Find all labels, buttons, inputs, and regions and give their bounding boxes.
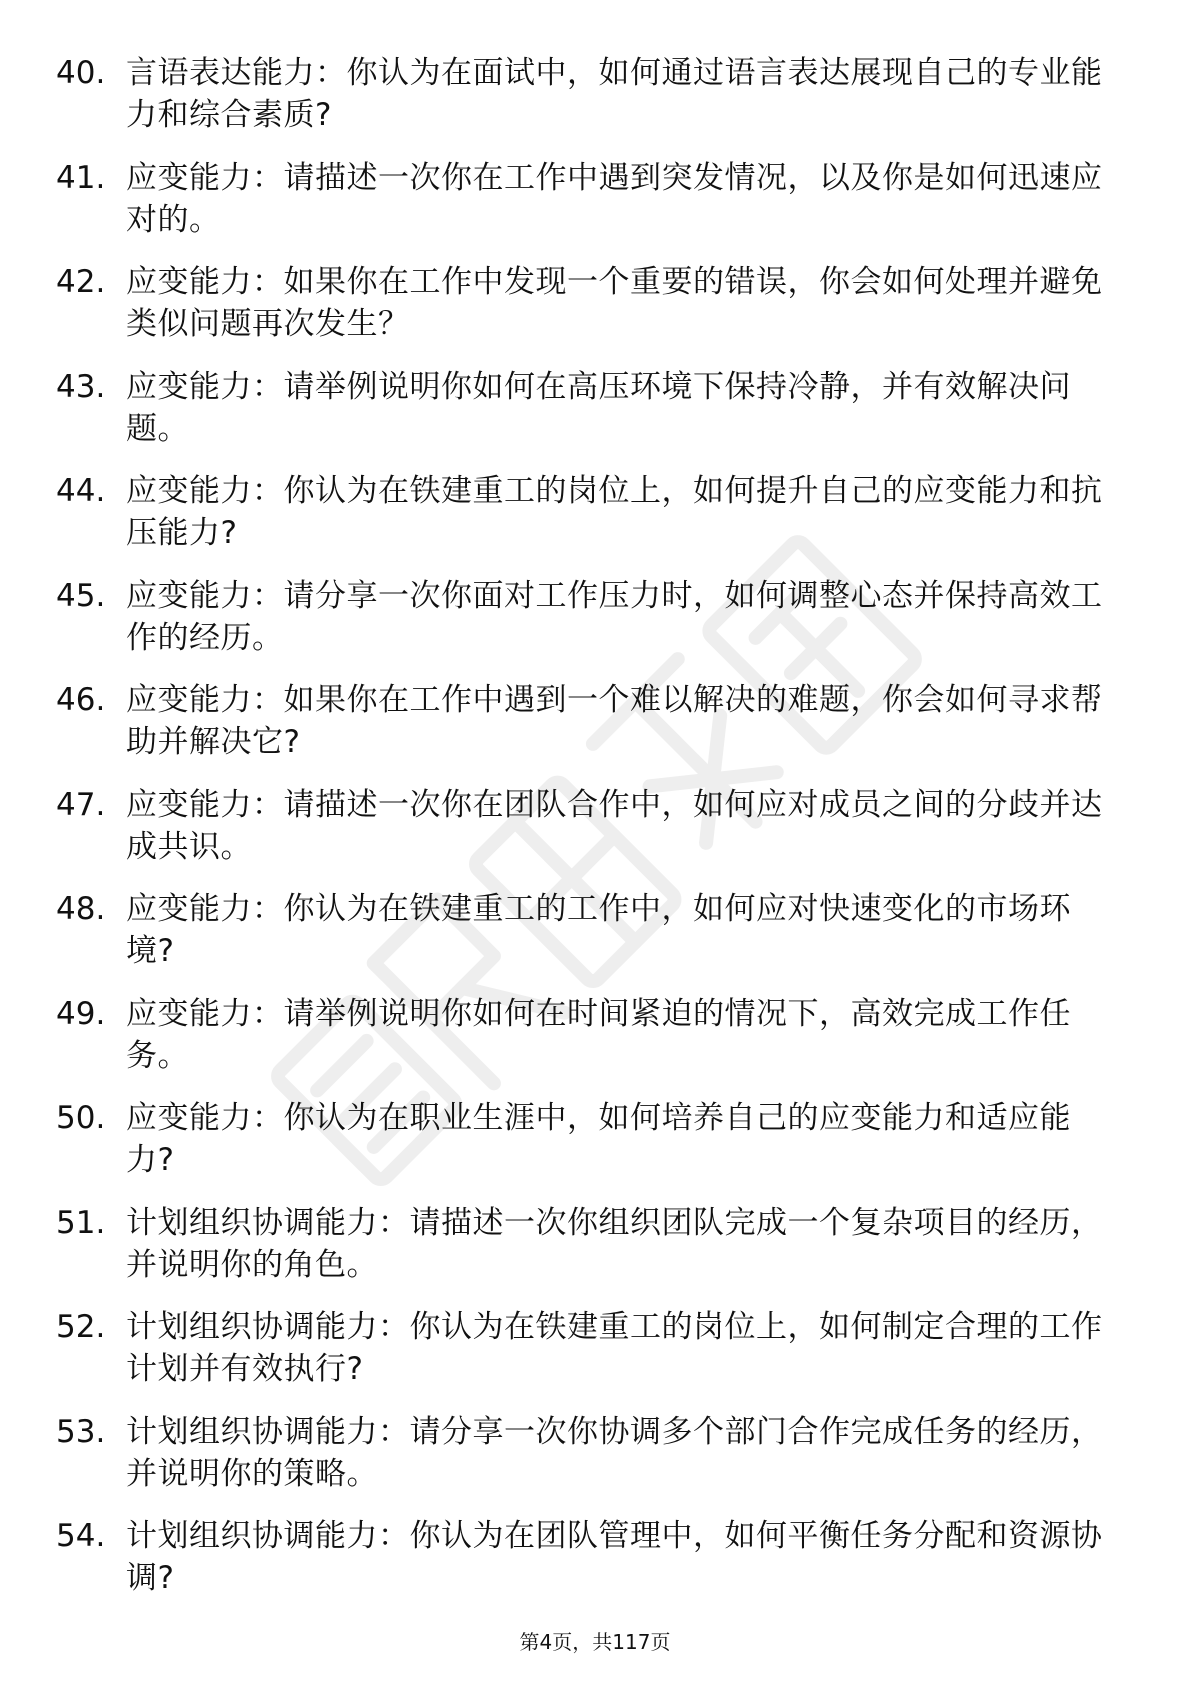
question-item bbox=[0, 1202, 1190, 1307]
question-item bbox=[0, 993, 1190, 1098]
question-number: 53. bbox=[56, 1413, 106, 1450]
page-footer bbox=[0, 1628, 1190, 1656]
question-item bbox=[0, 888, 1190, 993]
question-item bbox=[0, 470, 1190, 575]
question-text: 应变能力：请分享一次你面对工作压力时，如何调整心态并保持高效工作的经历。 bbox=[126, 577, 1103, 656]
question-text: 应变能力：请举例说明你如何在时间紧迫的情况下，高效完成工作任务。 bbox=[126, 995, 1071, 1074]
question-number: 52. bbox=[56, 1309, 106, 1345]
question-text: 言语表达能力：你认为在面试中，如何通过语言表达展现自己的专业能力和综合素质? bbox=[126, 55, 1103, 133]
question-text: 计划组织协调能力：请分享一次你协调多个部门合作完成任务的经历，并说明你的策略。 bbox=[126, 1413, 1103, 1492]
question-text: 应变能力：请描述一次你在工作中遇到突发情况，以及你是如何迅速应对的。 bbox=[126, 159, 1103, 238]
question-item bbox=[0, 157, 1190, 262]
question-number: 45. bbox=[56, 577, 106, 614]
question-number: 50. bbox=[56, 1100, 106, 1136]
question-text: 计划组织协调能力：你认为在团队管理中，如何平衡任务分配和资源协调? bbox=[126, 1518, 1103, 1596]
question-text: 应变能力：你认为在职业生涯中，如何培养自己的应变能力和适应能力? bbox=[126, 1100, 1071, 1178]
question-item bbox=[0, 366, 1190, 471]
question-text: 计划组织协调能力：请描述一次你组织团队完成一个复杂项目的经历，并说明你的角色。 bbox=[126, 1204, 1103, 1283]
question-item bbox=[0, 1411, 1190, 1516]
question-text: 应变能力：请描述一次你在团队合作中，如何应对成员之间的分歧并达成共识。 bbox=[126, 786, 1103, 865]
question-number: 54. bbox=[56, 1518, 106, 1554]
question-number: 44. bbox=[56, 473, 106, 509]
question-item bbox=[0, 261, 1190, 366]
question-list bbox=[0, 52, 1190, 1620]
question-text: 应变能力：你认为在铁建重工的岗位上，如何提升自己的应变能力和抗压能力? bbox=[126, 473, 1103, 551]
question-number: 47. bbox=[56, 786, 106, 823]
question-number: 48. bbox=[56, 891, 106, 927]
question-text: 应变能力：如果你在工作中遇到一个难以解决的难题，你会如何寻求帮助并解决它? bbox=[126, 682, 1103, 760]
question-item bbox=[0, 1097, 1190, 1202]
question-text: 计划组织协调能力：你认为在铁建重工的岗位上，如何制定合理的工作计划并有效执行? bbox=[126, 1309, 1103, 1387]
question-text: 应变能力：请举例说明你如何在高压环境下保持冷静，并有效解决问题。 bbox=[126, 368, 1071, 447]
question-item bbox=[0, 575, 1190, 680]
page-number-label: 第4页，共117页 bbox=[519, 1630, 671, 1654]
question-item bbox=[0, 52, 1190, 157]
question-text: 应变能力：你认为在铁建重工的工作中，如何应对快速变化的市场环境? bbox=[126, 891, 1071, 969]
question-number: 42. bbox=[56, 264, 106, 300]
question-item bbox=[0, 679, 1190, 784]
question-number: 51. bbox=[56, 1204, 106, 1241]
question-number: 43. bbox=[56, 368, 106, 405]
question-item bbox=[0, 1306, 1190, 1411]
question-number: 40. bbox=[56, 55, 106, 91]
question-item bbox=[0, 784, 1190, 889]
question-number: 49. bbox=[56, 995, 106, 1032]
question-text: 应变能力：如果你在工作中发现一个重要的错误，你会如何处理并避免类似问题再次发生？ bbox=[126, 264, 1103, 342]
question-number: 46. bbox=[56, 682, 106, 718]
question-item bbox=[0, 1515, 1190, 1620]
question-number: 41. bbox=[56, 159, 106, 196]
